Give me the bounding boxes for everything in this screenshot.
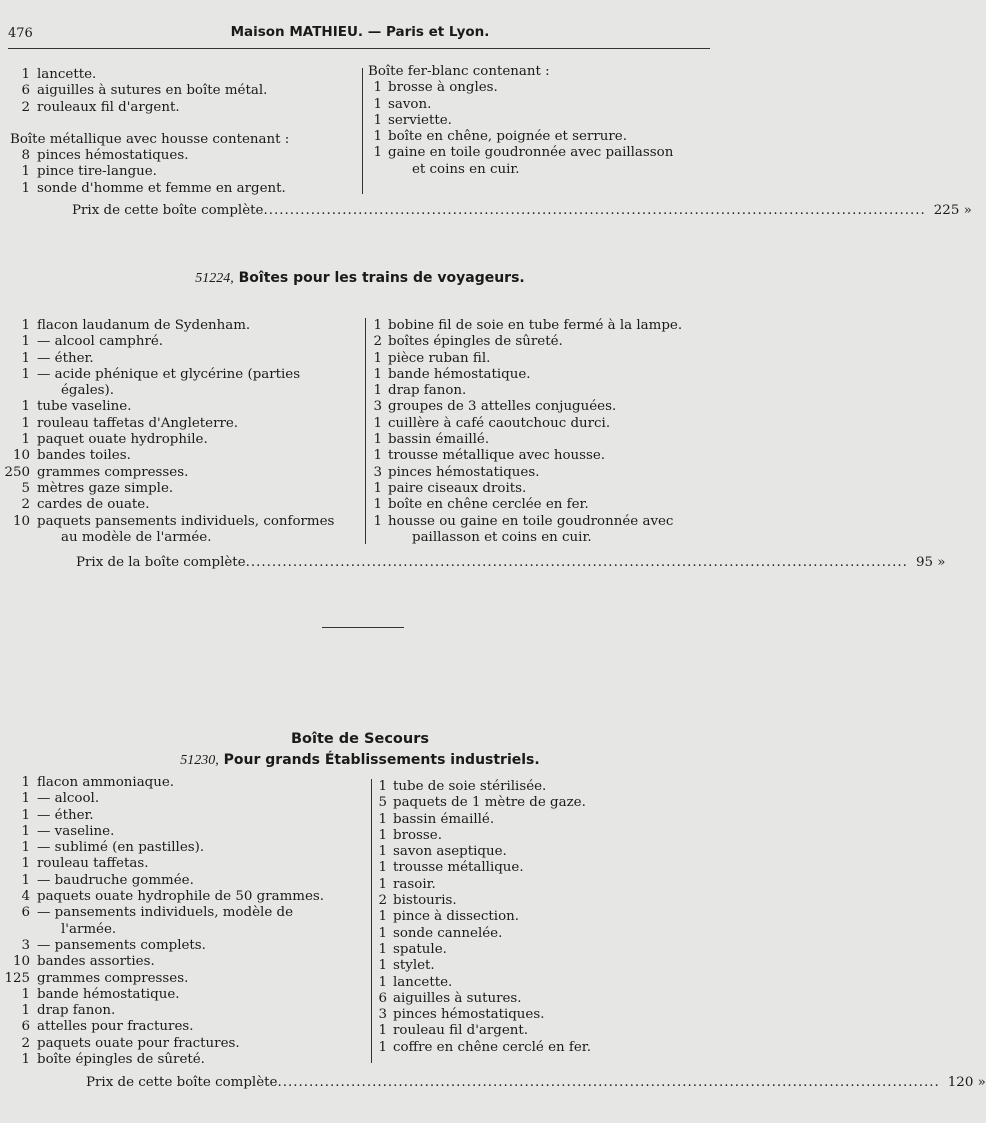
list-item <box>0 432 362 448</box>
top-price-line <box>72 203 972 218</box>
item-quantity: 1 <box>378 827 387 843</box>
secours-left-list <box>0 775 365 1068</box>
item-quantity: 1 <box>373 480 382 496</box>
item-quantity: 10 <box>12 513 30 529</box>
list-item <box>0 791 365 807</box>
item-text: boîtes épingles de sûreté. <box>388 334 563 350</box>
item-quantity: 1 <box>21 1052 30 1068</box>
price-amount: 120 » <box>947 1075 986 1090</box>
list-item <box>0 334 362 350</box>
item-quantity: 1 <box>21 350 30 366</box>
list-item <box>373 1007 798 1023</box>
item-text: cardes de ouate. <box>37 497 150 513</box>
list-item <box>0 1003 365 1019</box>
item-quantity: 2 <box>373 334 382 350</box>
list-item <box>0 351 362 367</box>
item-quantity: 2 <box>378 893 387 909</box>
list-item <box>0 775 365 791</box>
item-quantity: 10 <box>12 954 30 970</box>
item-text: coffre en chêne cerclé en fer. <box>393 1039 591 1055</box>
list-item <box>0 1019 365 1035</box>
list-item <box>0 954 365 970</box>
secours-subtitle: Pour grands Établissements industriels. <box>223 752 540 768</box>
item-text: bassin émaillé. <box>393 811 495 827</box>
list-item <box>0 383 362 399</box>
list-item <box>373 991 798 1007</box>
item-text: groupes de 3 attelles conjuguées. <box>388 399 617 415</box>
list-item <box>0 1036 365 1052</box>
item-quantity: 3 <box>378 1007 387 1023</box>
item-quantity: 1 <box>373 112 382 128</box>
list-item <box>373 975 798 991</box>
item-text: bandes toiles. <box>37 448 131 464</box>
leader-dots: .............................................................................................................................. <box>277 1075 940 1090</box>
list-item <box>0 497 362 513</box>
item-text: mètres gaze simple. <box>37 480 174 496</box>
price-label: Prix de la boîte complète <box>76 555 246 570</box>
list-item <box>0 448 362 464</box>
list-item <box>373 926 798 942</box>
item-text: pinces hémostatiques. <box>37 148 189 164</box>
item-text: bistouris. <box>393 893 457 909</box>
item-text: rouleau taffetas d'Angleterre. <box>37 415 239 431</box>
trains-title: Boîtes pour les trains de voyageurs. <box>238 270 525 286</box>
item-quantity: 1 <box>378 941 387 957</box>
item-text: boîte en chêne cerclée en fer. <box>388 497 589 513</box>
list-item <box>368 367 798 383</box>
top-left-list-2 <box>0 148 350 197</box>
item-text: gaine en toile goudronnée avec paillasson <box>388 145 674 161</box>
item-quantity: 1 <box>21 791 30 807</box>
item-text: bobine fil de soie en tube fermé à la lampe. <box>388 318 683 333</box>
list-item <box>368 145 798 161</box>
item-text: grammes compresses. <box>37 464 189 480</box>
item-quantity: 3 <box>373 464 382 480</box>
list-item <box>368 129 798 145</box>
item-quantity <box>368 530 388 546</box>
item-text: — éther. <box>37 350 94 366</box>
item-quantity: 2 <box>21 99 30 115</box>
list-item <box>368 383 798 399</box>
item-quantity: 1 <box>21 840 30 856</box>
list-item <box>368 399 798 415</box>
item-text: grammes compresses. <box>37 970 189 986</box>
list-item <box>373 844 798 860</box>
item-quantity: 1 <box>373 318 382 333</box>
list-item <box>373 909 798 925</box>
list-item <box>0 1052 365 1068</box>
item-quantity: 1 <box>378 974 387 990</box>
item-quantity: 2 <box>21 497 30 513</box>
item-quantity: 1 <box>378 1023 387 1039</box>
item-text: paillasson et coins en cuir. <box>412 529 592 545</box>
list-item <box>373 795 798 811</box>
trains-column-divider <box>365 318 366 544</box>
item-quantity: 1 <box>373 432 382 448</box>
list-item <box>0 922 365 938</box>
item-quantity: 1 <box>378 811 387 827</box>
list-item <box>373 779 798 795</box>
top-column-divider <box>362 68 363 194</box>
item-text: pinces hémostatiques. <box>388 464 540 480</box>
item-text: aiguilles à sutures en boîte métal. <box>37 83 268 99</box>
item-text: attelles pour fractures. <box>37 1019 194 1035</box>
list-item <box>0 148 350 164</box>
list-item <box>368 80 798 96</box>
trains-right-list <box>368 318 798 546</box>
list-item <box>0 465 362 481</box>
item-quantity: 1 <box>21 415 30 431</box>
item-text: — pansements individuels, modèle de <box>37 905 293 921</box>
item-quantity: 1 <box>373 350 382 366</box>
item-quantity: 1 <box>21 986 30 1002</box>
item-text: stylet. <box>393 958 435 974</box>
list-item <box>368 448 798 464</box>
item-text: bande hémostatique. <box>388 366 531 382</box>
item-text: cuillère à café caoutchouc durci. <box>388 415 611 431</box>
list-item <box>368 416 798 432</box>
item-quantity: 5 <box>378 795 387 811</box>
item-text: au modèle de l'armée. <box>61 529 212 545</box>
secours-title: Boîte de Secours <box>291 731 429 747</box>
item-quantity <box>0 383 37 399</box>
item-text: — éther. <box>37 807 94 823</box>
item-text: savon. <box>388 96 432 112</box>
secours-left-column <box>0 775 365 1068</box>
item-quantity: 1 <box>373 96 382 112</box>
list-item <box>373 958 798 974</box>
list-item <box>368 318 798 334</box>
item-text: trousse métallique avec housse. <box>388 448 606 464</box>
list-item <box>368 514 798 530</box>
item-text: housse ou gaine en toile goudronnée avec <box>388 513 674 529</box>
item-quantity: 1 <box>21 807 30 823</box>
trains-left-list <box>0 318 362 546</box>
list-item <box>373 860 798 876</box>
list-item <box>373 828 798 844</box>
item-quantity <box>368 162 388 178</box>
item-quantity: 1 <box>373 448 382 464</box>
item-quantity: 1 <box>21 432 30 448</box>
list-item <box>0 808 365 824</box>
item-text: brosse à ongles. <box>388 80 498 96</box>
item-text: flacon ammoniaque. <box>37 775 175 790</box>
item-quantity: 6 <box>21 1019 30 1035</box>
item-quantity <box>0 922 37 938</box>
list-item <box>0 514 362 530</box>
list-item <box>0 824 365 840</box>
running-head: Maison MATHIEU. — Paris et Lyon. <box>230 24 490 40</box>
item-text: boîte en chêne, poignée et serrure. <box>388 129 627 145</box>
item-text: paire ciseaux droits. <box>388 480 527 496</box>
item-text: tube de soie stérilisée. <box>393 779 547 794</box>
catalog-number: 51224, <box>195 271 234 286</box>
list-item <box>368 465 798 481</box>
item-quantity: 5 <box>21 480 30 496</box>
item-quantity: 1 <box>21 67 30 82</box>
item-quantity: 8 <box>21 148 30 164</box>
list-item <box>0 987 365 1003</box>
list-item <box>0 481 362 497</box>
secours-right-list <box>373 779 798 1056</box>
list-item <box>0 416 362 432</box>
price-amount: 95 » <box>915 555 946 570</box>
item-quantity: 1 <box>373 415 382 431</box>
list-item <box>368 334 798 350</box>
item-text: paquets ouate hydrophile de 50 grammes. <box>37 889 325 905</box>
list-item <box>368 351 798 367</box>
item-text: tube vaseline. <box>37 399 132 415</box>
trains-price-line <box>76 555 946 570</box>
price-amount: 225 » <box>933 203 972 218</box>
item-quantity: 10 <box>12 448 30 464</box>
item-text: sonde d'homme et femme en argent. <box>37 180 286 196</box>
price-label: Prix de cette boîte complète <box>86 1075 278 1090</box>
top-left-heading: Boîte métallique avec housse contenant : <box>10 131 290 147</box>
item-quantity: 3 <box>373 399 382 415</box>
list-item <box>0 318 362 334</box>
item-quantity: 1 <box>373 145 382 161</box>
item-quantity: 1 <box>373 383 382 399</box>
item-quantity: 1 <box>378 925 387 941</box>
list-item <box>368 530 798 546</box>
item-text: pinces hémostatiques. <box>393 1007 545 1023</box>
item-quantity: 1 <box>378 1039 387 1055</box>
item-quantity: 4 <box>21 889 30 905</box>
item-text: drap fanon. <box>37 1003 116 1019</box>
item-text: rouleau fil d'argent. <box>393 1023 529 1039</box>
item-text: sonde cannelée. <box>393 925 503 941</box>
item-quantity: 125 <box>4 970 30 986</box>
item-quantity: 1 <box>21 334 30 350</box>
secours-price-line <box>86 1075 986 1090</box>
secours-right-column <box>373 779 798 1056</box>
item-quantity: 2 <box>21 1035 30 1051</box>
list-item <box>0 938 365 954</box>
item-text: rouleau taffetas. <box>37 856 149 872</box>
item-text: rasoir. <box>393 876 436 892</box>
item-quantity: 1 <box>378 844 387 860</box>
list-item <box>0 100 350 116</box>
item-text: égales). <box>61 383 115 399</box>
top-left-column <box>0 67 350 197</box>
item-text: boîte épingles de sûreté. <box>37 1052 205 1068</box>
item-text: spatule. <box>393 941 447 957</box>
item-text: — vaseline. <box>37 823 115 839</box>
list-item <box>368 162 798 178</box>
page-number: 476 <box>8 26 33 41</box>
item-text: lancette. <box>393 974 453 990</box>
list-item <box>368 481 798 497</box>
list-item <box>0 181 350 197</box>
list-item <box>0 83 350 99</box>
item-quantity: 1 <box>373 80 382 96</box>
item-quantity: 1 <box>21 164 30 180</box>
secours-column-divider <box>371 779 372 1063</box>
item-quantity: 6 <box>21 83 30 99</box>
item-text: lancette. <box>37 67 97 82</box>
item-text: drap fanon. <box>388 383 467 399</box>
item-text: flacon laudanum de Sydenham. <box>37 318 251 333</box>
list-item <box>368 432 798 448</box>
item-text: bande hémostatique. <box>37 986 180 1002</box>
item-quantity: 1 <box>21 856 30 872</box>
item-text: paquet ouate hydrophile. <box>37 432 208 448</box>
item-text: bandes assorties. <box>37 954 155 970</box>
list-item <box>0 971 365 987</box>
item-quantity: 1 <box>21 1003 30 1019</box>
item-quantity: 1 <box>373 366 382 382</box>
list-item <box>0 367 362 383</box>
list-item <box>0 840 365 856</box>
item-text: — alcool camphré. <box>37 334 164 350</box>
item-text: pièce ruban fil. <box>388 350 491 366</box>
item-quantity: 1 <box>21 366 30 382</box>
item-text: — alcool. <box>37 791 100 807</box>
list-item <box>0 399 362 415</box>
top-right-heading: Boîte fer-blanc contenant : <box>368 64 550 79</box>
item-text: — baudruche gommée. <box>37 872 194 888</box>
list-item <box>373 1040 798 1056</box>
item-text: aiguilles à sutures. <box>393 990 522 1006</box>
list-item <box>0 856 365 872</box>
top-right-list <box>368 80 798 178</box>
item-quantity: 1 <box>21 180 30 196</box>
item-quantity: 1 <box>21 318 30 333</box>
item-quantity: 1 <box>378 779 387 794</box>
item-quantity: 250 <box>4 464 30 480</box>
item-quantity: 1 <box>21 823 30 839</box>
item-text: savon aseptique. <box>393 844 507 860</box>
catalog-number: 51230, <box>180 753 219 768</box>
item-text: — sublimé (en pastilles). <box>37 840 205 856</box>
item-quantity: 1 <box>21 872 30 888</box>
item-quantity: 3 <box>21 937 30 953</box>
item-quantity: 1 <box>21 775 30 790</box>
trains-right-column <box>368 318 798 546</box>
list-item <box>0 530 362 546</box>
item-quantity: 1 <box>373 129 382 145</box>
item-quantity: 1 <box>378 958 387 974</box>
list-item <box>373 1023 798 1039</box>
header-rule <box>8 48 710 49</box>
item-text: — pansements complets. <box>37 937 206 953</box>
list-item <box>0 905 365 921</box>
item-quantity: 6 <box>21 905 30 921</box>
leader-dots: .............................................................................................................................. <box>245 555 908 570</box>
item-text: brosse. <box>393 827 442 843</box>
list-item <box>368 497 798 513</box>
list-item <box>0 164 350 180</box>
item-quantity: 6 <box>378 990 387 1006</box>
item-text: paquets de 1 mètre de gaze. <box>393 795 586 811</box>
top-right-column <box>368 64 798 178</box>
list-item <box>368 97 798 113</box>
item-text: bassin émaillé. <box>388 432 490 448</box>
item-text: pince à dissection. <box>393 909 520 925</box>
item-quantity: 1 <box>373 497 382 513</box>
trains-section-title <box>0 270 720 287</box>
leader-dots: .............................................................................................................................. <box>263 203 926 218</box>
item-text: paquets pansements individuels, conformes <box>37 513 335 529</box>
item-quantity: 1 <box>378 876 387 892</box>
item-quantity <box>0 530 37 546</box>
item-text: l'armée. <box>61 921 117 937</box>
item-text: rouleaux fil d'argent. <box>37 99 180 115</box>
item-text: serviette. <box>388 112 452 128</box>
trains-left-column <box>0 318 362 546</box>
list-item <box>373 812 798 828</box>
list-item <box>0 67 350 83</box>
item-text: pince tire-langue. <box>37 164 157 180</box>
list-item <box>0 889 365 905</box>
item-quantity: 1 <box>21 399 30 415</box>
section-separator <box>322 627 404 628</box>
item-quantity: 1 <box>378 909 387 925</box>
price-label: Prix de cette boîte complète <box>72 203 264 218</box>
top-left-list <box>0 67 350 116</box>
list-item <box>373 893 798 909</box>
list-item <box>373 877 798 893</box>
item-text: — acide phénique et glycérine (parties <box>37 366 301 382</box>
list-item <box>368 113 798 129</box>
item-quantity: 1 <box>373 513 382 529</box>
list-item <box>0 873 365 889</box>
item-text: paquets ouate pour fractures. <box>37 1035 240 1051</box>
item-text: et coins en cuir. <box>412 161 520 177</box>
secours-subtitle-line <box>0 752 720 769</box>
item-quantity: 1 <box>378 860 387 876</box>
list-item <box>373 942 798 958</box>
item-text: trousse métallique. <box>393 860 524 876</box>
